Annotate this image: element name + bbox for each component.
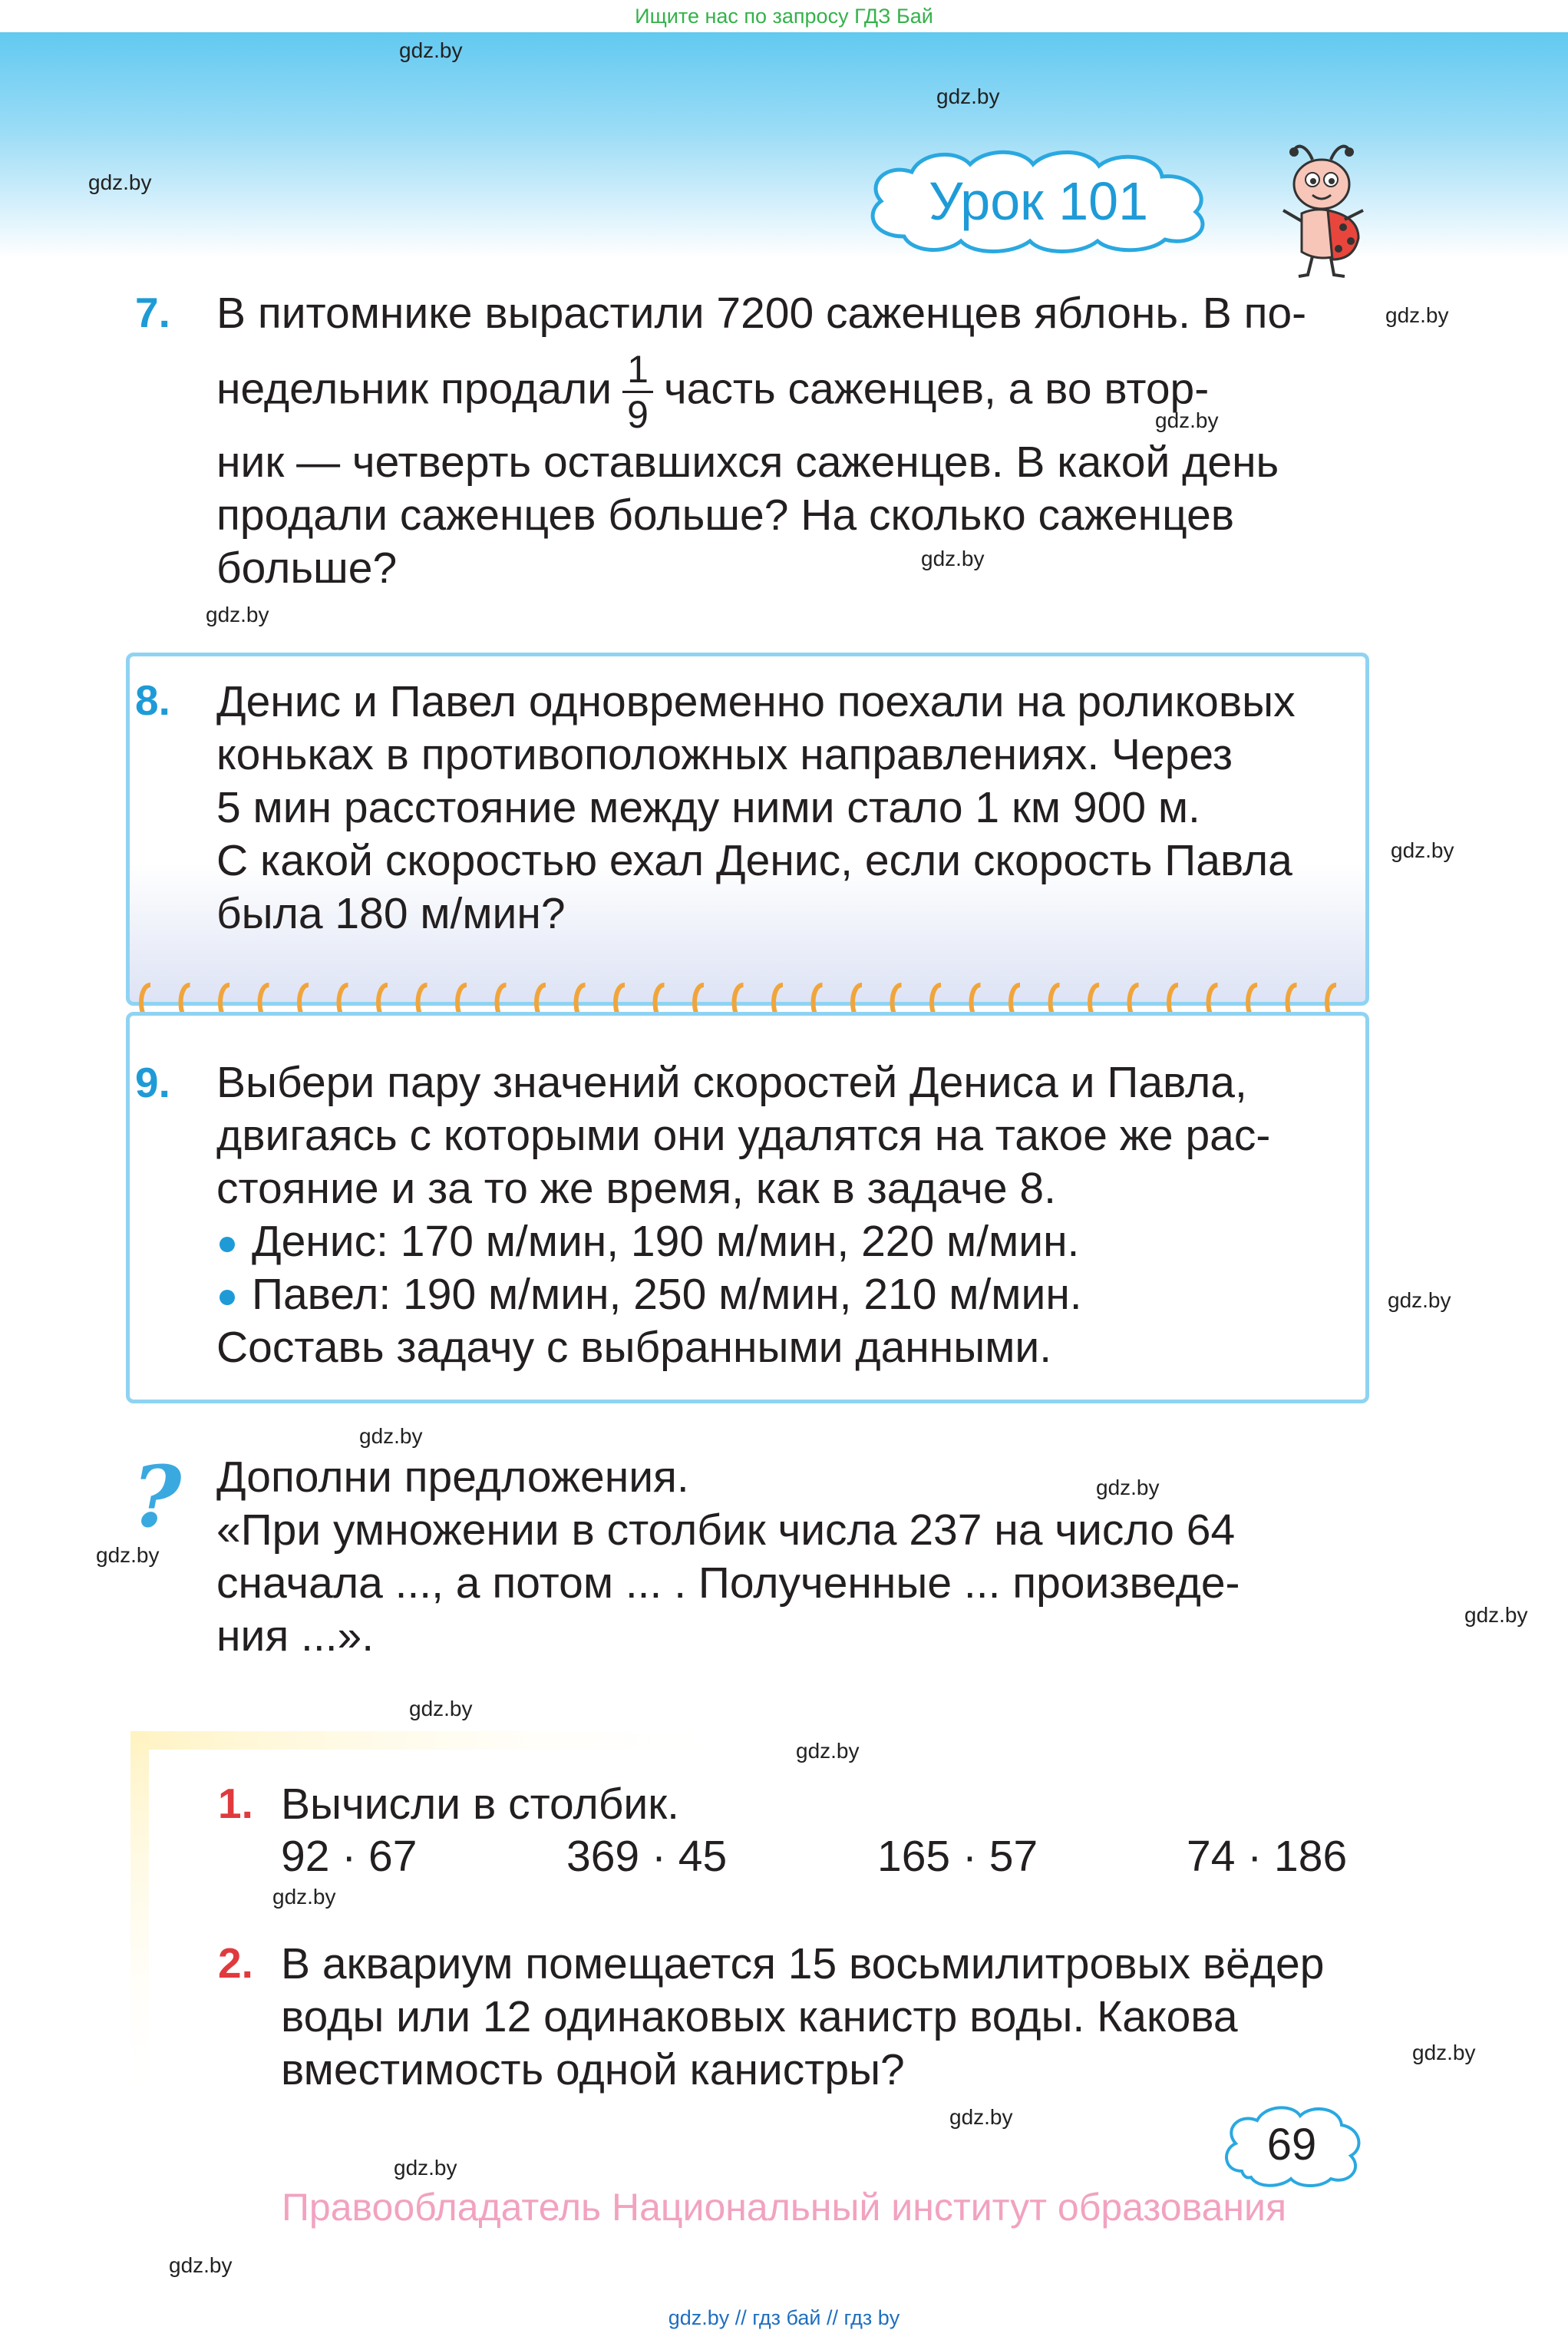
top-banner[interactable]: Ищите нас по запросу ГДЗ Бай (0, 0, 1568, 32)
task-9-line: стояние и за то же время, как в задаче 8. (216, 1164, 1056, 1213)
task-7-line: В питомнике вырастили 7200 саженцев яблонь. В по- (216, 289, 1307, 338)
task-7-text-fragment: часть саженцев, а во втор- (663, 364, 1210, 414)
expression: 165 · 57 (877, 1832, 1038, 1881)
task-9-text (216, 1056, 1360, 1374)
watermark: gdz.by (272, 1885, 336, 1909)
task-9-line: Выбери пару значений скоростей Дениса и Павла, (216, 1058, 1247, 1107)
page-number-cloud (1219, 2102, 1365, 2188)
watermark: gdz.by (1464, 1603, 1528, 1627)
task-9-number: 9. (135, 1059, 170, 1106)
bullet-text: Денис: 170 м/мин, 190 м/мин, 220 м/мин. (252, 1217, 1080, 1266)
question-line: «При умножении в столбик числа 237 на число 64 (216, 1505, 1236, 1555)
watermark: gdz.by (1385, 303, 1449, 327)
question-text (216, 1451, 1360, 1663)
review-2-text (281, 1938, 1360, 2097)
task-8-line: была 180 м/мин? (216, 889, 566, 938)
task-7-line: продали саженцев больше? На сколько саженцев (216, 491, 1235, 540)
task-9-line: двигаясь с которыми они удалятся на такое же рас- (216, 1111, 1271, 1160)
task-7-line-with-fraction (216, 348, 1360, 436)
review-2-line: В аквариум помещается 15 восьмилитровых вёдер (281, 1939, 1325, 1988)
task-7-number: 7. (135, 289, 170, 336)
watermark: gdz.by (921, 547, 985, 570)
bullet-icon (220, 1290, 235, 1305)
watermark: gdz.by (1391, 838, 1454, 862)
review-2-line: вместимость одной канистры? (281, 2045, 905, 2094)
watermark: gdz.by (96, 1543, 160, 1567)
page-number: 69 (1266, 2120, 1317, 2170)
task-7-text-fragment: недельник продали (216, 364, 612, 414)
lesson-cloud (858, 146, 1219, 256)
bullet-icon (220, 1237, 235, 1252)
question-line: ния ...». (216, 1611, 375, 1661)
watermark: gdz.by (409, 1697, 473, 1720)
ladybug-illustration (1268, 137, 1375, 290)
task-9-bullet-item (216, 1268, 1360, 1321)
watermark: gdz.by (399, 38, 463, 62)
fraction-one-ninth (622, 348, 653, 436)
task-9-bullet-item (216, 1215, 1360, 1268)
fraction-numerator: 1 (622, 348, 653, 393)
watermark: gdz.by (206, 603, 269, 626)
task-8-line: С какой скоростью ехал Денис, если скорость Павла (216, 836, 1292, 885)
task-7-line: ник — четверть оставшихся саженцев. В какой день (216, 438, 1279, 487)
watermark: gdz.by (949, 2105, 1013, 2129)
watermark: gdz.by (936, 84, 1000, 108)
watermark: gdz.by (1412, 2041, 1476, 2064)
expression: 74 · 186 (1187, 1832, 1348, 1881)
review-2-line: воды или 12 одинаковых канистр воды. Какова (281, 1992, 1238, 2041)
review-2-number: 2. (218, 1939, 253, 1987)
watermark: gdz.by (796, 1739, 860, 1763)
lesson-title: Урок 101 (928, 171, 1149, 231)
review-1-number: 1. (218, 1780, 253, 1827)
expression: 92 · 67 (281, 1832, 418, 1881)
task-8-text (216, 676, 1360, 940)
task-8-line: коньках в противоположных направлениях. Через (216, 730, 1233, 779)
watermark: gdz.by (169, 2253, 233, 2277)
question-line: сначала ..., а потом ... . Полученные ... произведе- (216, 1558, 1240, 1608)
review-1-text: Вычисли в столбик. (281, 1780, 680, 1829)
copyright-notice: Правообладатель Национальный институт образования (281, 2186, 1287, 2229)
fraction-denominator: 9 (627, 393, 649, 436)
watermark: gdz.by (394, 2156, 457, 2180)
question-line: Дополни предложения. (216, 1453, 689, 1502)
watermark: gdz.by (1388, 1288, 1451, 1312)
watermark: gdz.by (1096, 1476, 1160, 1499)
bullet-text: Павел: 190 м/мин, 250 м/мин, 210 м/мин. (252, 1270, 1082, 1319)
footer-links[interactable]: gdz.by // гдз бай // гдз by (668, 2306, 900, 2329)
question-mark-icon: ? (132, 1447, 182, 1546)
task-7-text (216, 287, 1360, 595)
watermark: gdz.by (359, 1424, 423, 1448)
task-8-line: 5 мин расстояние между ними стало 1 км 900 м. (216, 783, 1200, 832)
task-9-line: Составь задачу с выбранными данными. (216, 1323, 1052, 1372)
task-7-line: больше? (216, 544, 398, 593)
watermark: gdz.by (88, 170, 152, 194)
task-8-number: 8. (135, 676, 170, 724)
expression: 369 · 45 (566, 1832, 728, 1881)
task-8-line: Денис и Павел одновременно поехали на роликовых (216, 677, 1296, 726)
watermark: gdz.by (1155, 408, 1219, 432)
